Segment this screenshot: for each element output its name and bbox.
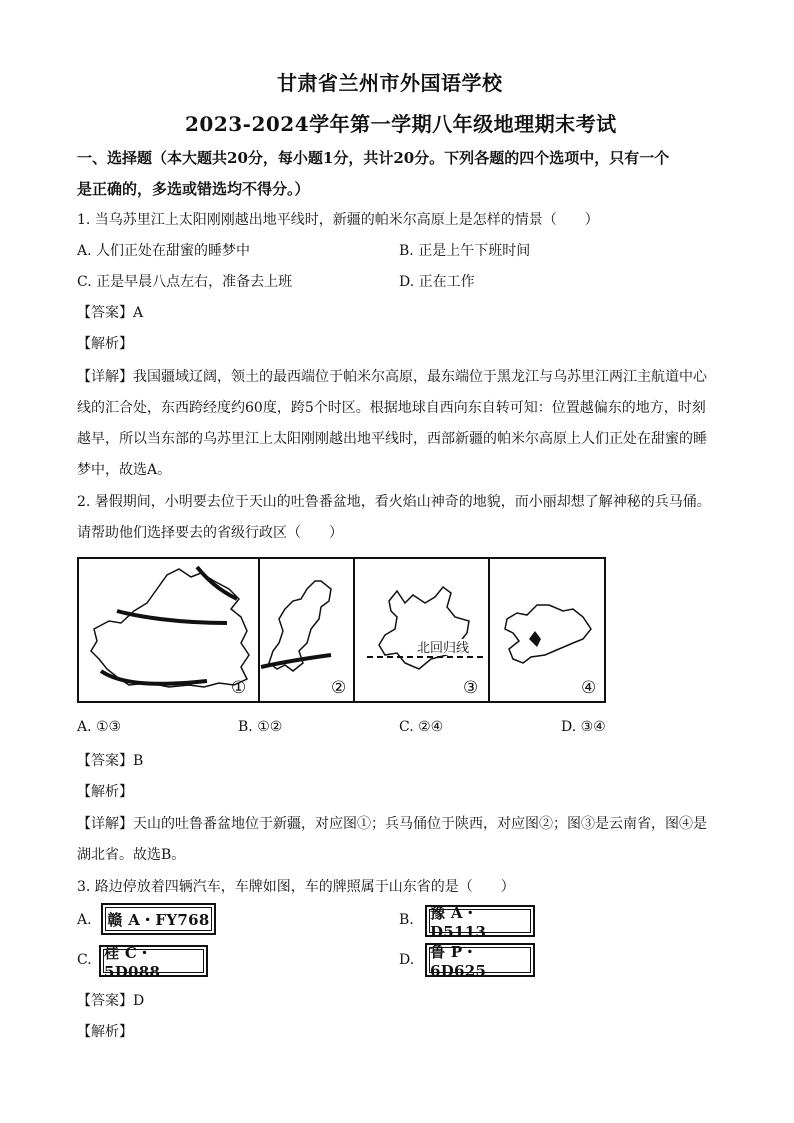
q3-option-d-label: D.	[399, 952, 415, 968]
license-plate-b	[425, 903, 535, 941]
q1-option-a: A. 人们正处在甜蜜的睡梦中	[77, 243, 251, 259]
q2-option-d: D. ③④	[561, 719, 606, 735]
q2-answer: 【答案】B	[77, 753, 144, 769]
q2-detail-line1: 【详解】天山的吐鲁番盆地位于新疆，对应图①；兵马俑位于陕西，对应图②；图③是云南省，图④是	[77, 816, 707, 832]
q2-option-b: B. ①②	[238, 719, 283, 735]
license-plate-a	[101, 903, 216, 935]
q1-option-c: C. 正是早晨八点左右，准备去上班	[77, 274, 293, 290]
map-label-2: ②	[331, 678, 347, 698]
q3-analysis-label: 【解析】	[77, 1024, 133, 1040]
school-title: 甘肃省兰州市外国语学校	[277, 71, 503, 95]
map-yunnan	[367, 587, 486, 669]
exam-title: 2023-2024学年第一学期八年级地理期末考试	[185, 112, 617, 136]
q2-analysis-label: 【解析】	[77, 784, 133, 800]
q2-detail-line2: 湖北省。故选B。	[77, 847, 186, 863]
license-plate-d	[425, 942, 535, 980]
q1-option-b: B. 正是上午下班时间	[399, 243, 531, 259]
q1-detail-line2: 线的汇合处，东西跨经度约60度，跨5个时区。根据地球自西向东自转可知：位置越偏东的地方，时刻	[77, 400, 706, 416]
province-maps-figure	[77, 557, 606, 703]
q2-option-c: C. ②④	[399, 719, 444, 735]
q1-detail-line3: 越早，所以当东部的乌苏里江上太阳刚刚越出地平线时，西部新疆的帕米尔高原上人们正处在甜蜜的睡	[77, 431, 707, 447]
map-label-4: ④	[581, 678, 597, 698]
license-plate-b-text: 豫 A・D5113	[429, 909, 531, 933]
q1-analysis-label: 【解析】	[77, 336, 133, 352]
map-shaanxi	[261, 581, 331, 671]
q3-option-c-label: C.	[77, 952, 92, 968]
license-plate-c	[99, 943, 208, 981]
q3-option-a-label: A.	[77, 912, 92, 928]
tropic-of-cancer-label: 北回归线	[417, 641, 470, 656]
section-heading-line2: 是正确的，多选或错选均不得分。）	[77, 180, 310, 198]
map-label-3: ③	[463, 678, 479, 698]
map-label-1: ①	[231, 678, 247, 698]
section-heading-line1: 一、选择题（本大题共20分，每小题1分，共计20分。下列各题的四个选项中，只有一个	[77, 149, 670, 167]
q2-stem-line1: 2. 暑假期间，小明要去位于天山的吐鲁番盆地，看火焰山神奇的地貌，而小丽却想了解神秘的兵马俑。	[77, 494, 711, 510]
q3-answer: 【答案】D	[77, 993, 145, 1009]
q2-stem-line2: 请帮助他们选择要去的省级行政区（ ）	[77, 525, 343, 541]
q1-option-d: D. 正在工作	[399, 274, 475, 290]
map-xinjiang	[91, 567, 249, 687]
q1-detail-line4: 梦中，故选A。	[77, 462, 172, 478]
q3-option-b-label: B.	[399, 912, 414, 928]
q1-answer: 【答案】A	[77, 305, 144, 321]
q2-option-a: A. ①③	[77, 719, 122, 735]
q1-detail-line1: 【详解】我国疆域辽阔，领土的最西端位于帕米尔高原，最东端位于黑龙江与乌苏里江两江主航道中心	[77, 369, 707, 385]
q3-stem: 3. 路边停放着四辆汽车，车牌如图，车的牌照属于山东省的是（ ）	[77, 879, 515, 895]
map-hubei	[505, 605, 591, 663]
q1-stem: 1. 当乌苏里江上太阳刚刚越出地平线时，新疆的帕米尔高原上是怎样的情景（ ）	[77, 212, 599, 228]
license-plate-c-text: 桂 C・5D088	[103, 949, 204, 973]
license-plate-d-text: 鲁 P・6D625	[429, 947, 531, 973]
province-maps-svg	[79, 559, 604, 701]
license-plate-a-text: 赣 A・FY768	[105, 907, 212, 931]
